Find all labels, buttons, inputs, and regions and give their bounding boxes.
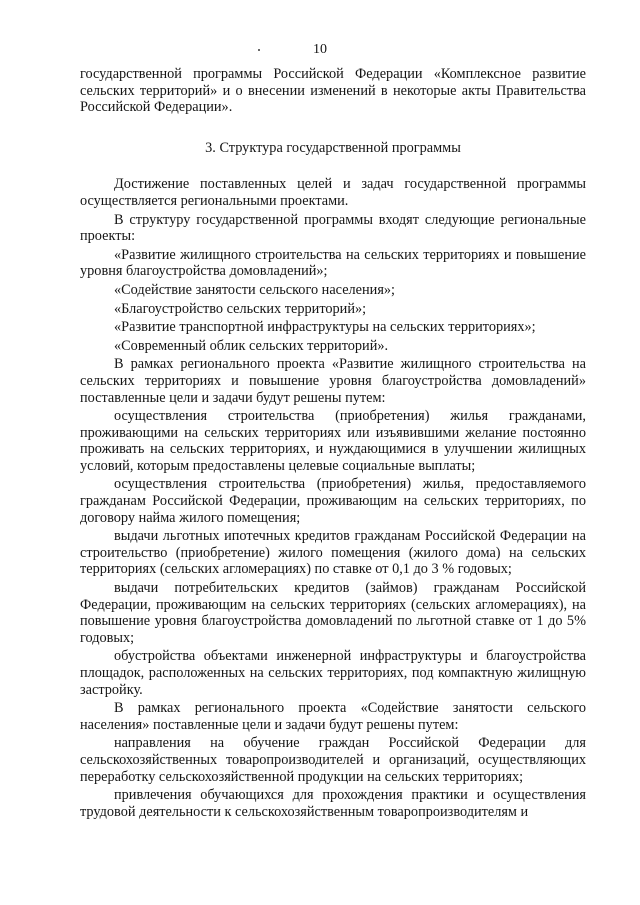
- paragraph: В рамках регионального проекта «Развитие жилищного строительства на сельских территориях и повышение уровня благоустройства домовладений» поставленные цели и задачи будут решены путем:: [80, 356, 586, 406]
- document-body: [80, 66, 586, 822]
- page-number: 10: [313, 42, 327, 57]
- list-item: обустройства объектами инженерной инфраструктуры и благоустройства площадок, расположенных на сельских территориях, под компактную жилищную застройку.: [80, 648, 586, 698]
- paragraph: В рамках регионального проекта «Содействие занятости сельского населения» поставленные цели и задачи будут решены путем:: [80, 700, 586, 733]
- list-item: «Содействие занятости сельского населения»;: [114, 281, 396, 298]
- paragraph: В структуру государственной программы входят следующие региональные проекты:: [80, 211, 586, 245]
- list-item: «Благоустройство сельских территорий»;: [114, 300, 367, 317]
- list-item: осуществления строительства (приобретения) жилья гражданами, проживающими на сельских территориях или изъявившими желание постоянно проживать на сельских территориях, и нуждающимися в улучшении жилищных условий, которым предоставлены целевые социальные выплаты;: [80, 408, 586, 474]
- list-item: привлечения обучающихся для прохождения практики и осуществления трудовой деятельности к сельскохозяйственным товаропроизводителям и: [80, 787, 586, 820]
- scan-mark: [258, 49, 260, 51]
- list-item: выдачи льготных ипотечных кредитов гражданам Российской Федерации на строительство (приобретение) жилого помещения (жилого дома) на сельских территориях (сельских агломерациях) по ставке от 0,1 до 3 % годовых;: [80, 528, 586, 578]
- list-item: «Современный облик сельских территорий».: [114, 337, 389, 354]
- list-item: «Развитие транспортной инфраструктуры на сельских территориях»;: [114, 319, 536, 336]
- paragraph: Достижение поставленных целей и задач государственной программы осуществляется региональными проектами.: [80, 176, 586, 209]
- list-item: выдачи потребительских кредитов (займов) гражданам Российской Федерации, проживающим на сельских территориях (сельских агломерациях), на повышение уровня благоустройства домовладений по льготной ставке от 1 до 5% годовых;: [80, 580, 586, 646]
- list-item: осуществления строительства (приобретения) жилья, предоставляемого гражданам Российской Федерации, проживающим на сельских территориях, по договору найма жилого помещения;: [80, 476, 586, 526]
- section-heading: 3. Структура государственной программы: [205, 139, 461, 156]
- list-item: направления на обучение граждан Российской Федерации для сельскохозяйственных товаропроизводителей и организаций, осуществляющих переработку сельскохозяйственной продукции на сельских территориях;: [80, 735, 586, 785]
- continuation-paragraph: государственной программы Российской Федерации «Комплексное развитие сельских территорий» и о внесении изменений в некоторые акты Правительства Российской Федерации».: [80, 66, 586, 116]
- list-item: «Развитие жилищного строительства на сельских территориях и повышение уровня благоустройства домовладений»;: [80, 246, 586, 280]
